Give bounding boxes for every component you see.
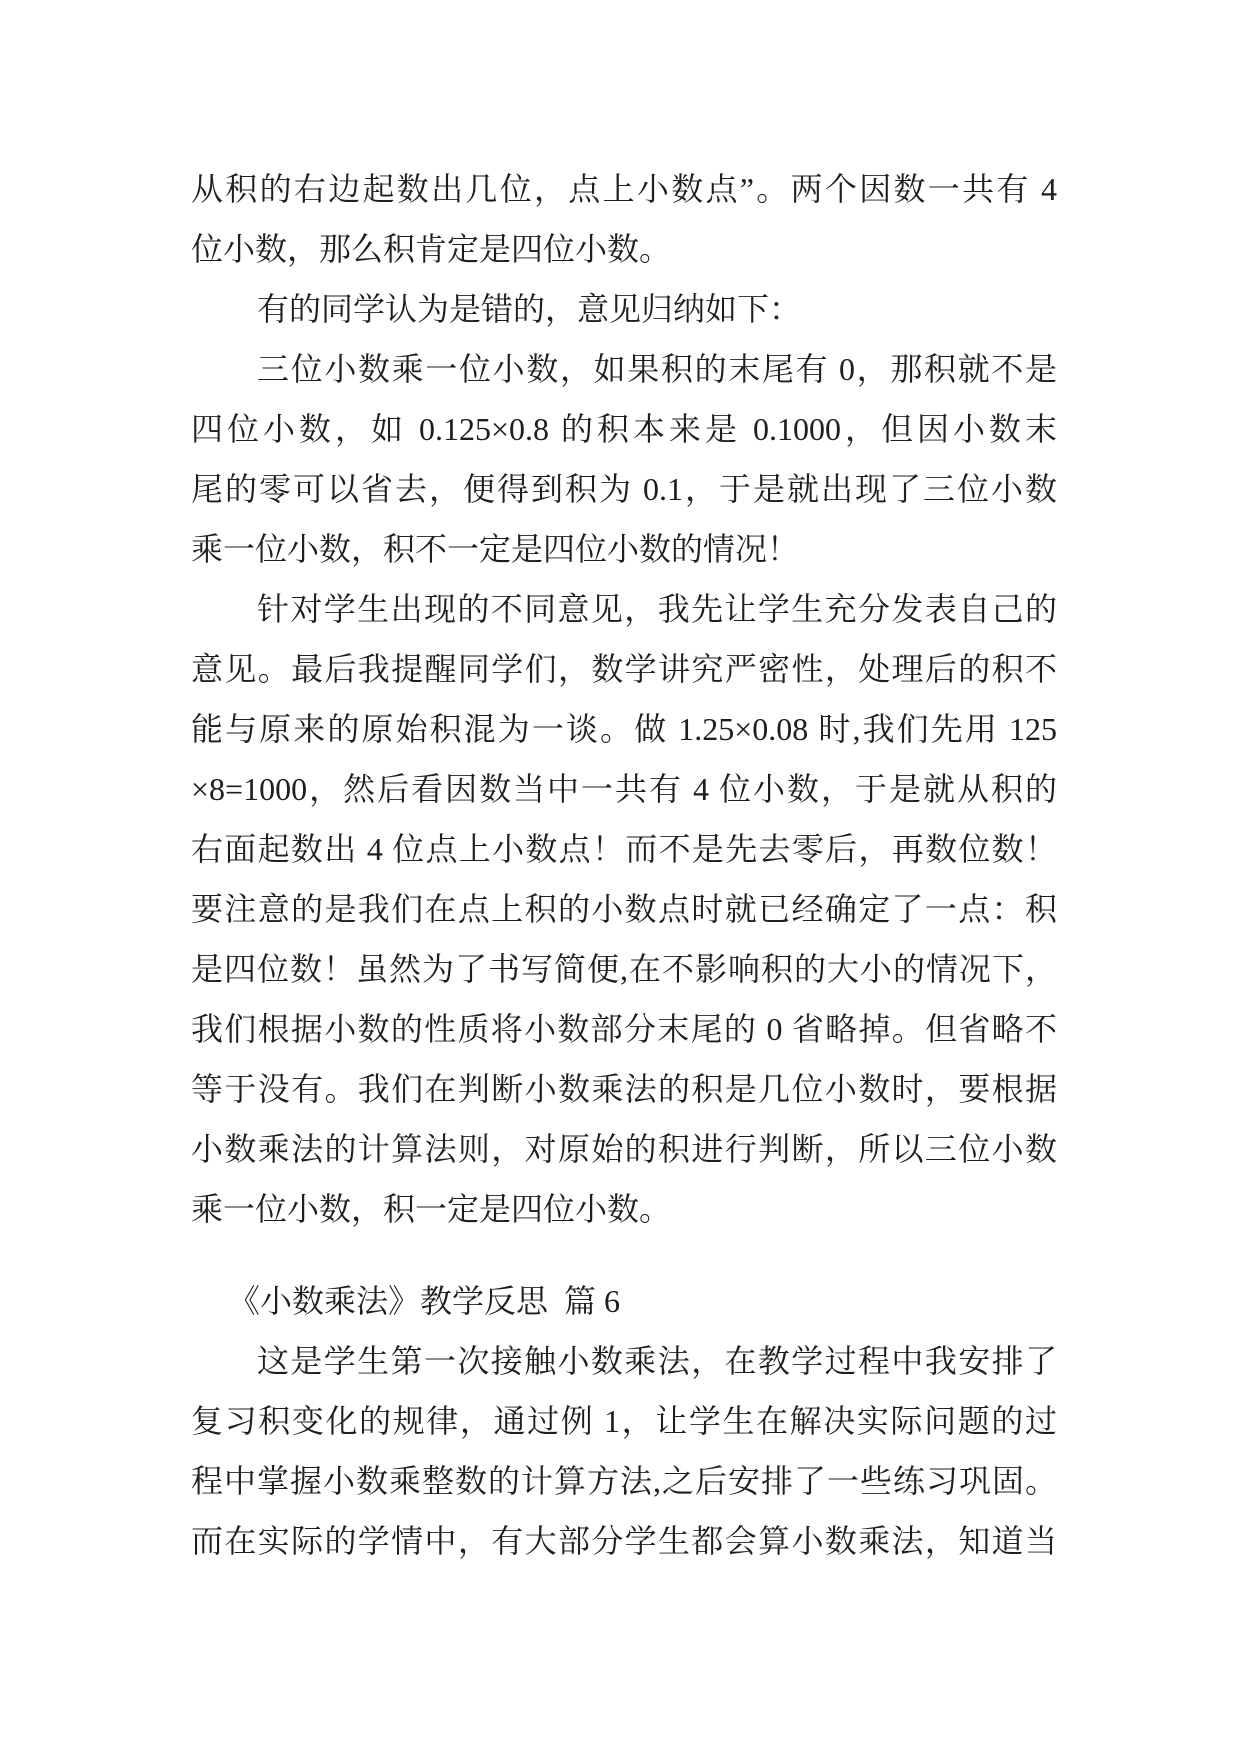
- text-line: 位小数，那么积肯定是四位小数。: [191, 231, 672, 267]
- text-line: 三位小数乘一位小数，如果积的末尾有 0，那积就不是: [257, 351, 1057, 387]
- text-line: ×8=1000，然后看因数当中一共有 4 位小数，于是就从积的: [191, 771, 1057, 807]
- text-line: 针对学生出现的不同意见，我先让学生充分发表自己的: [257, 591, 1057, 627]
- text-line: 我们根据小数的性质将小数部分末尾的 0 省略掉。但省略不: [191, 1011, 1057, 1047]
- text-line: 右面起数出 4 位点上小数点！而不是先去零后，再数位数！: [191, 831, 1057, 867]
- text-line: 复习积变化的规律，通过例 1，让学生在解决实际问题的过: [191, 1403, 1057, 1439]
- text-line: 乘一位小数，积不一定是四位小数的情况！: [191, 531, 800, 567]
- text-line: 能与原来的原始积混为一谈。做 1.25×0.08 时,我们先用 125: [191, 711, 1057, 747]
- document-body: [191, 159, 1057, 1571]
- text-line: 是四位数！虽然为了书写简便,在不影响积的大小的情况下，: [191, 951, 1057, 987]
- text-line: 小数乘法的计算法则，对原始的积进行判断，所以三位小数: [191, 1131, 1057, 1167]
- text-line: 有的同学认为是错的，意见归纳如下：: [257, 291, 802, 327]
- paragraph: [191, 579, 1057, 1239]
- text-line: 四位小数，如 0.125×0.8 的积本来是 0.1000，但因小数末: [191, 411, 1057, 447]
- text-line: 这是学生第一次接触小数乘法，在教学过程中我安排了: [257, 1343, 1057, 1379]
- text-line: 要注意的是我们在点上积的小数点时就已经确定了一点：积: [191, 891, 1057, 927]
- text-line: 等于没有。我们在判断小数乘法的积是几位小数时，要根据: [191, 1071, 1057, 1107]
- paragraph: [191, 279, 1057, 339]
- paragraph: [191, 339, 1057, 579]
- text-line: 从积的右边起数出几位，点上小数点”。两个因数一共有 4: [191, 171, 1057, 207]
- text-line: 而在实际的学情中，有大部分学生都会算小数乘法，知道当: [191, 1523, 1057, 1559]
- text-line: 意见。最后我提醒同学们，数学讲究严密性，处理后的积不: [191, 651, 1057, 687]
- paragraph: [191, 1331, 1057, 1571]
- section-heading: 《小数乘法》教学反思 篇 6: [228, 1283, 621, 1319]
- text-line: 程中掌握小数乘整数的计算方法,之后安排了一些练习巩固。: [191, 1463, 1057, 1499]
- paragraph-continued: [191, 159, 1057, 279]
- text-line: 尾的零可以省去，便得到积为 0.1，于是就出现了三位小数: [191, 471, 1057, 507]
- text-line: 乘一位小数，积一定是四位小数。: [191, 1191, 672, 1227]
